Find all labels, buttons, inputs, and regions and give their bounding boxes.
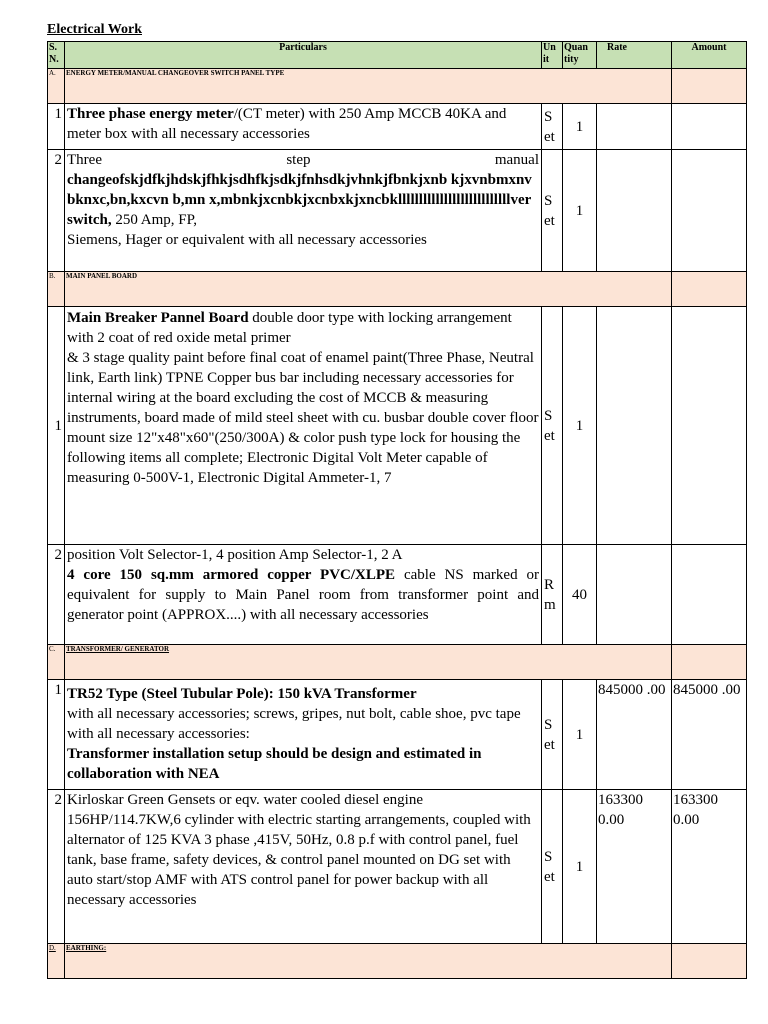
item-sn: 1 xyxy=(48,680,65,790)
item-unit: S et xyxy=(542,307,563,545)
header-sn: S. N. xyxy=(48,42,65,69)
item-amount xyxy=(672,150,747,272)
item-amount xyxy=(672,104,747,150)
item-sn: 1 xyxy=(48,104,65,150)
item-sn: 2 xyxy=(48,790,65,944)
item-sn: 2 xyxy=(48,545,65,645)
item-bold-text: Transformer installation setup should be design and estimated in collaboration with NEA xyxy=(67,746,482,782)
section-label: ENERGY METER/MANUAL CHANGEOVER SWITCH PANEL TYPE xyxy=(65,69,672,104)
item-amount xyxy=(672,545,747,645)
item-unit: S et xyxy=(542,104,563,150)
header-rate: Rate xyxy=(597,42,672,69)
item-unit: S et xyxy=(542,150,563,272)
section-label: TRANSFORMER/ GENERATOR xyxy=(65,645,672,680)
item-text: Kirloskar Green Gensets or eqv. water cooled diesel engine 156HP/114.7KW,6 cylinder with electric starting arrangements, coupled with alternator of 125 KVA 3 phase ,415V, 50Hz, 0.8 p.f with control panel, fuel tank, base frame, safety devices, & control panel mounted on DG set with auto start/stop AMF with ATS control panel for power backup with all necessary accessories xyxy=(67,792,531,908)
section-row-c xyxy=(48,645,747,680)
item-amount xyxy=(672,307,747,545)
table-row xyxy=(48,680,747,790)
item-quantity: 1 xyxy=(563,150,597,272)
item-particulars xyxy=(65,307,542,545)
item-rate xyxy=(597,545,672,645)
item-rate xyxy=(597,150,672,272)
table-row xyxy=(48,104,747,150)
item-particulars xyxy=(65,680,542,790)
item-text: double door type with locking arrangement with 2 coat of red oxide metal primer xyxy=(67,310,512,346)
bill-of-quantities-table xyxy=(47,41,747,979)
item-unit: S et xyxy=(542,680,563,790)
item-quantity: 40 xyxy=(563,545,597,645)
item-text: Siemens, Hager or equivalent with all necessary accessories xyxy=(67,232,427,248)
item-amount: 845000 .00 xyxy=(672,680,747,790)
item-particulars xyxy=(65,790,542,944)
item-sn: 2 xyxy=(48,150,65,272)
item-text: 250 Amp, FP, xyxy=(111,212,198,228)
item-amount: 163300 0.00 xyxy=(672,790,747,944)
item-rate xyxy=(597,104,672,150)
section-sn: D. xyxy=(48,944,65,979)
table-row xyxy=(48,150,747,272)
item-quantity: 1 xyxy=(563,790,597,944)
item-rate: 163300 0.00 xyxy=(597,790,672,944)
section-sn: C. xyxy=(48,645,65,680)
section-tail xyxy=(672,645,747,680)
item-quantity: 1 xyxy=(563,680,597,790)
header-amount: Amount xyxy=(672,42,747,69)
section-row-a xyxy=(48,69,747,104)
section-tail xyxy=(672,272,747,307)
item-bold-text: changeofskjdfkjhdskjfhkjsdhfkjsdkjfnhsdkjvhnkjfbnkjxnb kjxvnbmxnvbknxc,bn,kxcvn b,mn x,mbnkjxcnbkjxcnbxkjxncbklllllllllllllllllllllllllllver switch, xyxy=(67,172,532,228)
item-text: Three step manual xyxy=(67,152,539,168)
item-text: & 3 stage quality paint before final coat of enamel paint(Three Phase, Neutral link, Earth link) TPNE Copper bus bar including necessary accessories for internal wiring at the board excluding the cost of MCCB & measuring instruments, board made of mild steel sheet with cu. busbar double cover floor mount size 12"x48"x60"(250/300A) & color push type lock for housing the following items all complete; Electronic Digital Volt Meter capable of measuring 0-500V-1, Electronic Digital Ammeter-1, 7 xyxy=(67,350,539,486)
header-unit: Un it xyxy=(542,42,563,69)
item-particulars xyxy=(65,150,542,272)
section-label: MAIN PANEL BOARD xyxy=(65,272,672,307)
section-sn: B. xyxy=(48,272,65,307)
item-text: cable NS marked or equivalent for supply to Main Panel room from transformer point and generator point (APPROX....) with all necessary accessories xyxy=(67,567,539,623)
item-bold-text: Main Breaker Pannel Board xyxy=(67,310,249,326)
section-label: EARTHING: xyxy=(65,944,672,979)
table-header-row xyxy=(48,42,747,69)
item-quantity: 1 xyxy=(563,307,597,545)
item-unit: R m xyxy=(542,545,563,645)
item-text: with all necessary accessories; screws, gripes, nut bolt, cable shoe, pvc tape with all necessary accessories: xyxy=(67,706,521,742)
item-sn: 1 xyxy=(48,307,65,545)
page-title: Electrical Work xyxy=(47,22,142,37)
item-particulars xyxy=(65,104,542,150)
item-bold-text: 4 core 150 sq.mm armored copper PVC/XLPE xyxy=(67,567,396,583)
item-rate xyxy=(597,307,672,545)
item-unit: S et xyxy=(542,790,563,944)
table-row xyxy=(48,545,747,645)
item-text: /(CT meter) with 250 Amp MCCB 40KA and meter box with all necessary accessories xyxy=(67,106,507,142)
item-rate: 845000 .00 xyxy=(597,680,672,790)
section-tail xyxy=(672,69,747,104)
item-text: position Volt Selector-1, 4 position Amp Selector-1, 2 A xyxy=(67,547,403,563)
header-quantity: Quan tity xyxy=(563,42,597,69)
section-row-d xyxy=(48,944,747,979)
table-row xyxy=(48,307,747,545)
item-bold-text: Three phase energy meter xyxy=(67,106,234,122)
item-particulars xyxy=(65,545,542,645)
item-bold-text: TR52 Type (Steel Tubular Pole): 150 kVA Transformer xyxy=(67,686,417,702)
item-quantity: 1 xyxy=(563,104,597,150)
table-row xyxy=(48,790,747,944)
section-sn: A. xyxy=(48,69,65,104)
section-tail xyxy=(672,944,747,979)
section-row-b xyxy=(48,272,747,307)
header-particulars: Particulars xyxy=(65,42,542,69)
